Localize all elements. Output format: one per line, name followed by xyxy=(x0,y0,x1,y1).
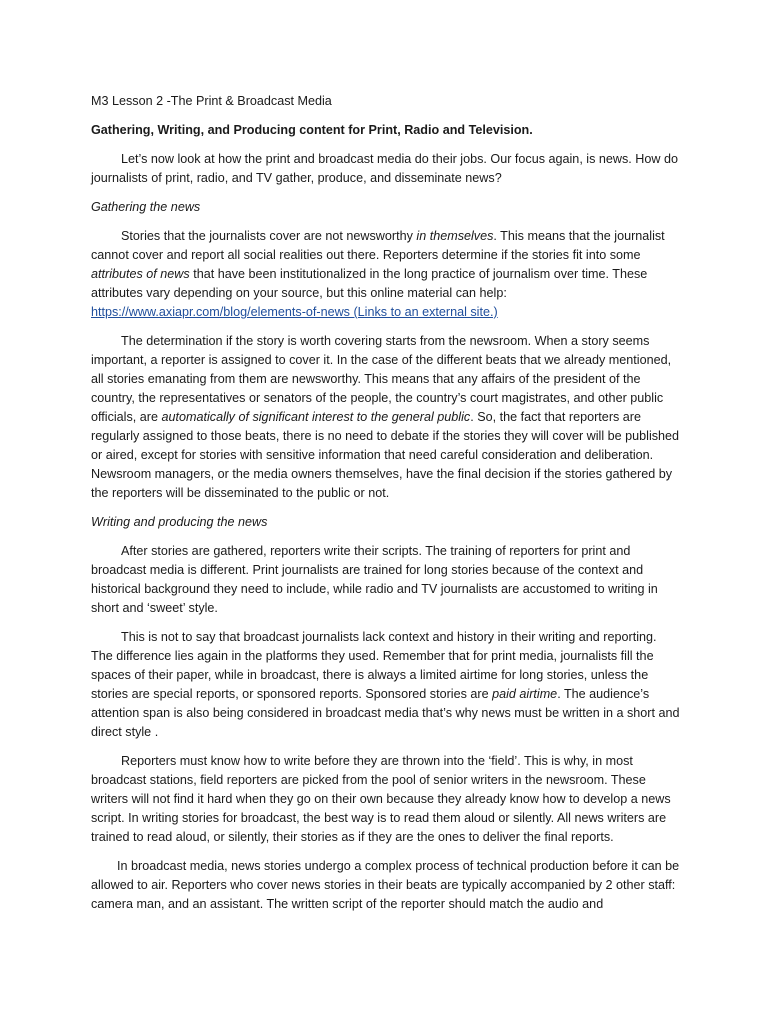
gathering-paragraph-2 xyxy=(91,332,681,503)
text-run: . So, the fact that reporters are regularly assigned to those beats, there is no need to debate if the stories they will cover will be published or aired, except for stories with sensitive information that need careful consideration and deliberation. Newsroom managers, or the media owners themselves, have the final decision if the stories gathered by the reporters will be disseminated to the public or not. xyxy=(91,410,680,500)
text-run: . The audience’s attention span is also being considered in broadcast media that’s why news must be written in a short and direct style . xyxy=(91,687,680,739)
italic-run: paid airtime xyxy=(492,687,558,701)
elements-of-news-link[interactable]: https://www.axiapr.com/blog/elements-of-news (Links to an external site.) xyxy=(91,305,498,319)
section-heading-gathering: Gathering the news xyxy=(91,200,201,214)
italic-run: automatically of significant interest to the general public xyxy=(161,410,471,424)
text-run: This is not to say that broadcast journalists lack context and history in their writing and reporting. The difference lies again in the platforms they used. Remember that for print media, journalists fill the spaces of their paper, while in broadcast, there is always a limited airtime for long stories, unless the stories are special reports, or sponsored reports. Sponsored stories are xyxy=(91,630,657,701)
intro-paragraph: Let’s now look at how the print and broadcast media do their jobs. Our focus again, is news. How do journalists of print, radio, and TV gather, produce, and disseminate news? xyxy=(91,152,679,185)
document-body xyxy=(91,92,681,924)
text-run: The determination if the story is worth covering starts from the newsroom. When a story seems important, a reporter is assigned to cover it. In the case of the different beats that we already mentioned, all stories emanating from them are newsworthy. This means that any affairs of the president of the country, the representatives or senators of the people, the country’s court magistrates, and other public officials, are xyxy=(91,334,672,424)
document-headline: Gathering, Writing, and Producing content for Print, Radio and Television. xyxy=(91,123,533,137)
text-run: that have been institutionalized in the long practice of journalism over time. These attributes vary depending on your source, but this online material can help: xyxy=(91,267,648,300)
italic-run: in themselves xyxy=(416,229,494,243)
text-run: Stories that the journalists cover are not newsworthy xyxy=(121,229,417,243)
gathering-paragraph-1 xyxy=(91,227,681,322)
text-run: . This means that the journalist cannot cover and report all social realities out there. Reporters determine if the stories fit into some xyxy=(91,229,665,262)
lesson-title: M3 Lesson 2 -The Print & Broadcast Media xyxy=(91,94,332,108)
writing-paragraph-1: After stories are gathered, reporters write their scripts. The training of reporters for print and broadcast media is different. Print journalists are trained for long stories because of the context and historical background they need to include, while radio and TV journalists are accustomed to writing in short and ‘sweet’ style. xyxy=(91,544,658,615)
writing-paragraph-3: Reporters must know how to write before they are thrown into the ‘field’. This is why, in most broadcast stations, field reporters are picked from the pool of senior writers in the newsroom. These writers will not find it hard when they go on their own because they already know how to develop a news script. In writing stories for broadcast, the best way is to read them aloud or silently. All news writers are trained to read aloud, or silently, their stories as if they are the ones to deliver the final reports. xyxy=(91,754,671,844)
writing-paragraph-4: In broadcast media, news stories undergo a complex process of technical production before it can be allowed to air. Reporters who cover news stories in their beats are typically accompanied by 2 other staff: camera man, and an assistant. The written script of the reporter should match the audio and xyxy=(91,859,680,911)
italic-run: attributes of news xyxy=(91,267,190,281)
writing-paragraph-2 xyxy=(91,628,681,742)
section-heading-writing: Writing and producing the news xyxy=(91,515,268,529)
